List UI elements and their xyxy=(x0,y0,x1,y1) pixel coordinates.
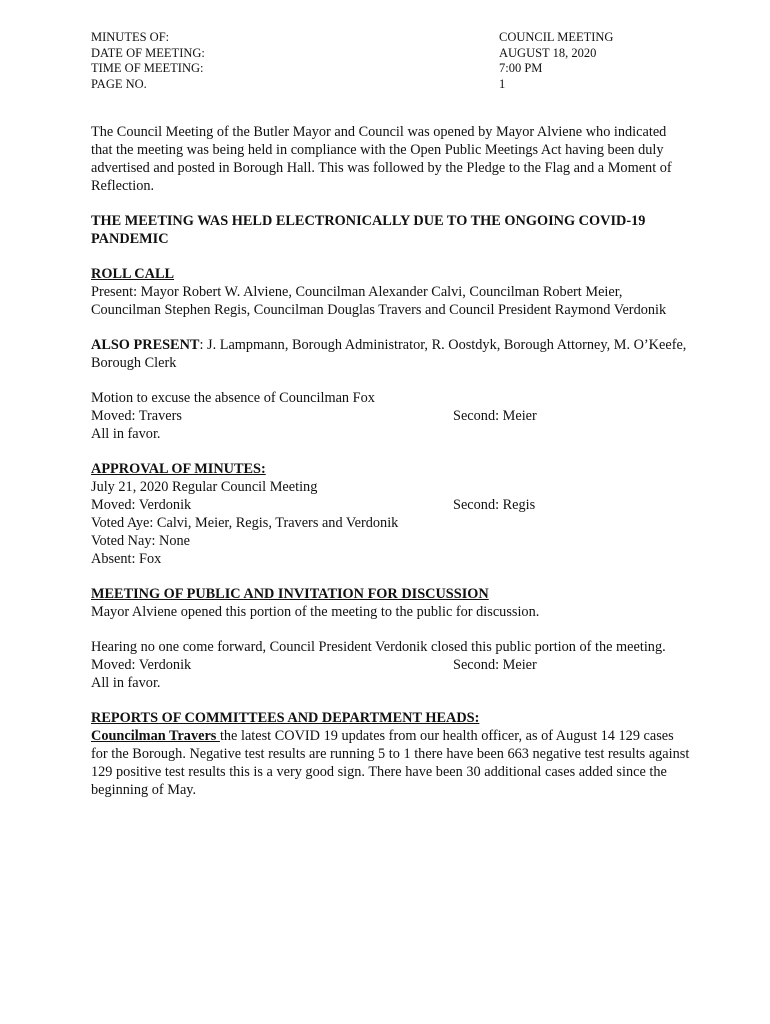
reports-speaker: Councilman Travers xyxy=(91,728,220,744)
approval-moved: Moved: Verdonik xyxy=(91,497,192,513)
public-meeting-section xyxy=(91,585,691,621)
approval-aye: Voted Aye: Calvi, Meier, Regis, Travers and Verdonik xyxy=(91,515,399,531)
header-value-page: 1 xyxy=(499,76,506,91)
public-meeting-closed: Hearing no one come forward, Council President Verdonik closed this public portion of the meeting. xyxy=(91,639,666,655)
excuse-motion-moved-row xyxy=(91,407,691,425)
also-present-text: : J. Lampmann, Borough Administrator, R. Oostdyk, Borough Attorney, M. O’Keefe, Borough Clerk xyxy=(91,337,687,371)
roll-call-heading: ROLL CALL xyxy=(91,266,175,282)
public-meeting-heading: MEETING OF PUBLIC AND INVITATION FOR DISCUSSION xyxy=(91,586,489,602)
approval-moved-row xyxy=(91,496,691,514)
minutes-body xyxy=(91,123,691,816)
electronic-meeting-notice: THE MEETING WAS HELD ELECTRONICALLY DUE TO THE ONGOING COVID-19 PANDEMIC xyxy=(91,213,646,247)
reports-text: the latest COVID 19 updates from our health officer, as of August 14 129 cases for the Borough. Negative test results are running 5 to 1 there have been 663 negative test results against 129 positive test results this is a very good sign. There have been 30 additional cases added since the beginning of May. xyxy=(91,728,690,798)
roll-call-text: Present: Mayor Robert W. Alviene, Councilman Alexander Calvi, Councilman Robert Meier, Councilman Stephen Regis, Councilman Douglas Travers and Council President Raymond Verdonik xyxy=(91,284,667,318)
header-label-date: DATE OF MEETING: xyxy=(91,45,205,60)
approval-heading: APPROVAL OF MINUTES: xyxy=(91,461,266,477)
excuse-motion-second: Second: Meier xyxy=(453,408,537,424)
approval-nay: Voted Nay: None xyxy=(91,533,191,549)
header-value-time: 7:00 PM xyxy=(499,61,543,75)
also-present-section xyxy=(91,336,691,372)
header-label-minutes: MINUTES OF: xyxy=(91,30,170,44)
header-values xyxy=(499,30,613,92)
header-value-minutes: COUNCIL MEETING xyxy=(499,30,614,44)
approval-section xyxy=(91,460,691,568)
intro-paragraph: The Council Meeting of the Butler Mayor and Council was opened by Mayor Alviene who indicated that the meeting was being held in compliance with the Open Public Meetings Act having been duly advertised and posted in Borough Hall. This was followed by the Pledge to the Flag and a Moment of Reflection. xyxy=(91,124,672,194)
approval-second: Second: Regis xyxy=(453,497,536,513)
excuse-motion-moved: Moved: Travers xyxy=(91,408,182,424)
public-meeting-second: Second: Meier xyxy=(453,657,537,673)
header-label-time: TIME OF MEETING: xyxy=(91,61,204,75)
public-meeting-moved-row xyxy=(91,656,691,674)
roll-call-section xyxy=(91,265,691,319)
reports-section xyxy=(91,709,691,799)
excuse-motion-section xyxy=(91,389,691,443)
also-present-label: ALSO PRESENT xyxy=(91,337,200,353)
header-labels xyxy=(91,30,205,92)
header-label-page: PAGE NO. xyxy=(91,76,147,91)
public-meeting-moved: Moved: Verdonik xyxy=(91,657,192,673)
public-meeting-close-section xyxy=(91,638,691,692)
approval-item: July 21, 2020 Regular Council Meeting xyxy=(91,479,318,495)
reports-heading: REPORTS OF COMMITTEES AND DEPARTMENT HEADS: xyxy=(91,710,480,726)
excuse-motion-text: Motion to excuse the absence of Councilman Fox xyxy=(91,390,375,406)
public-meeting-result: All in favor. xyxy=(91,675,161,691)
public-meeting-opened: Mayor Alviene opened this portion of the meeting to the public for discussion. xyxy=(91,604,540,620)
header-value-date: AUGUST 18, 2020 xyxy=(499,45,597,60)
approval-absent: Absent: Fox xyxy=(91,551,162,567)
excuse-motion-result: All in favor. xyxy=(91,426,161,442)
